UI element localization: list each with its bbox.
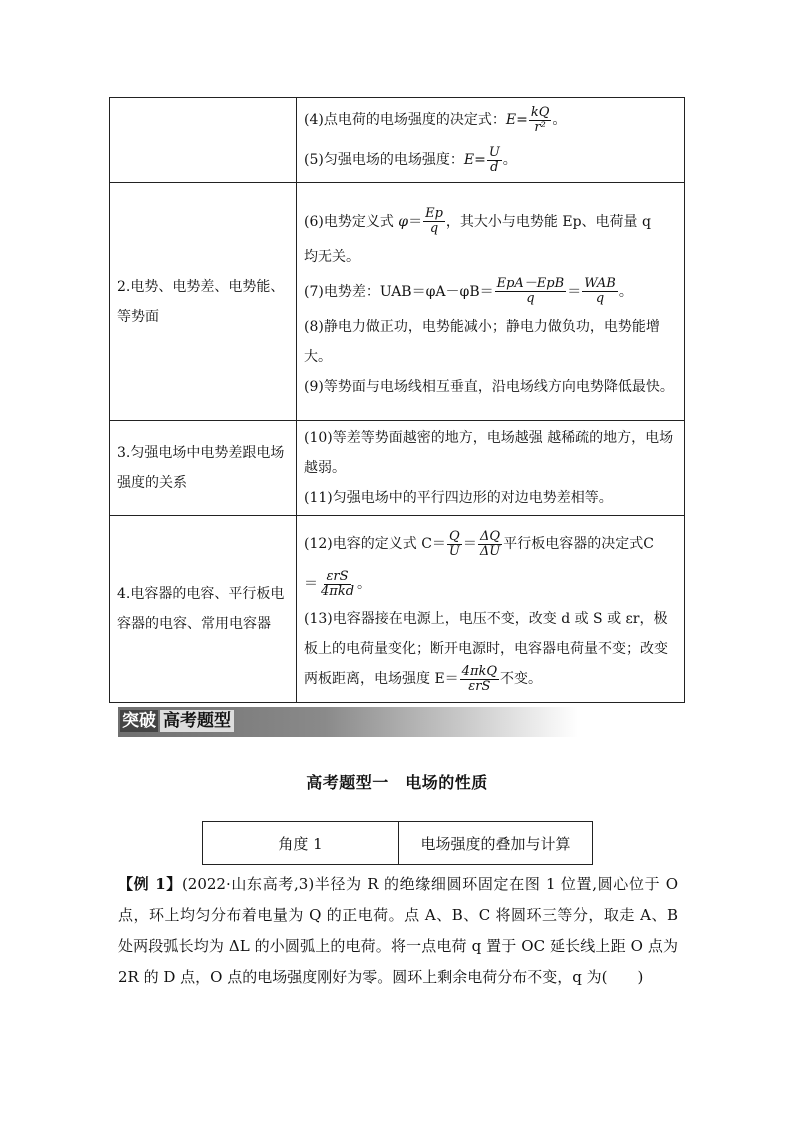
line-end: 平行板电容器的决定式C — [503, 536, 654, 552]
denominator: d — [490, 159, 499, 175]
row3-topic: 3.匀强电场中电势差跟电场强度的关系 — [110, 421, 297, 516]
line-end: 。 — [502, 152, 517, 168]
line-end: 不变。 — [500, 671, 543, 687]
denominator: q — [595, 291, 605, 306]
angle-label: 角度 1 — [203, 822, 399, 864]
line-end: 。 — [357, 576, 372, 592]
equals: ＝ — [304, 576, 318, 592]
example-text: (2022·山东高考,3)半径为 R 的绝缘细圆环固定在图 1 位置,圆心位于 O 点，环上均匀分布着电量为 Q 的正电荷。点 A、B、C 将圆环三等分，取走 A、B 处两段弧长均为 ΔL 的小圆弧上的电荷。将一点电荷 q 置于 OC 延长线上距 O 点为 2R 的 D 点，O 点的电场强度刚好为零。圆环上剩余电荷分布不变，q 为( ) — [118, 875, 678, 986]
row2-topic: 2.电势、电势差、电势能、等势面 — [110, 183, 297, 421]
equals: ＝ — [462, 536, 477, 552]
line-end: ，其大小与电势能 Ep、电荷量 q — [445, 213, 651, 230]
line-text: (13)电容器接在电源上，电压不变，改变 d 或 S 或 εr，极板上的电荷量变化；断开电源时，电容器电荷量不变；改变两板距离，电场强度 E＝ — [304, 611, 668, 687]
angle-box — [202, 821, 593, 865]
section-banner — [118, 707, 578, 737]
example-tag: 【例 1】 — [118, 875, 182, 893]
line-text: (6)电势定义式 — [304, 213, 399, 230]
line-text: (12)电容的定义式 C＝ — [304, 536, 446, 552]
equals: = — [474, 152, 486, 168]
denominator: εrS — [468, 678, 491, 694]
line-text: (5)匀强电场的电场强度： — [304, 152, 464, 168]
fraction — [447, 530, 462, 559]
fraction — [319, 570, 356, 599]
fraction — [495, 277, 567, 306]
line-10: (10)等差等势面越密的地方，电场越强 越稀疏的地方，电场越弱。 — [304, 430, 674, 476]
line-9: (9)等势面与电场线相互垂直，沿电场线方向电势降低最快。 — [304, 378, 674, 395]
var-phi: φ — [398, 213, 409, 230]
formula-line-5 — [304, 140, 680, 180]
formula-line-12b — [304, 564, 680, 604]
denominator: q — [429, 221, 439, 236]
banner-label-question-types: 高考题型 — [160, 710, 234, 732]
denominator: r² — [534, 119, 546, 135]
row1-content — [297, 98, 685, 183]
denominator: ΔU — [479, 543, 501, 559]
section-title: 高考题型一 电场的性质 — [306, 773, 488, 792]
example-question — [118, 869, 678, 993]
fraction — [460, 665, 499, 694]
table-row — [110, 516, 685, 703]
formula-line-6 — [304, 202, 680, 242]
numerator: U — [488, 144, 500, 160]
row3-content — [297, 421, 685, 516]
table-row — [110, 421, 685, 516]
fraction — [478, 530, 502, 559]
angle-topic: 电场强度的叠加与计算 — [420, 834, 571, 853]
line-text: (4)点电荷的电场强度的决定式： — [304, 112, 506, 128]
numerator: kQ — [530, 104, 550, 120]
denominator: U — [448, 543, 460, 559]
numerator: EpA－EpB — [496, 276, 565, 291]
row2-content — [297, 183, 685, 421]
formula-line-12 — [304, 524, 680, 564]
numerator: εrS — [326, 568, 349, 584]
numerator: ΔQ — [480, 528, 501, 544]
var-e: E — [505, 112, 517, 128]
table-row — [110, 183, 685, 421]
line-8: (8)静电力做正功，电势能减小；静电力做负功，电势能增大。 — [304, 318, 660, 365]
line-11: (11)匀强电场中的平行四边形的对边电势差相等。 — [304, 490, 613, 506]
numerator: Ep — [425, 206, 443, 221]
formula-line-4 — [304, 100, 680, 140]
fraction — [487, 146, 502, 175]
equals: = — [516, 112, 528, 128]
numerator: WAB — [584, 276, 616, 291]
line-end: 。 — [552, 112, 567, 128]
numerator: 4πkQ — [461, 663, 498, 679]
fraction — [529, 106, 552, 135]
equals: ＝ — [408, 213, 423, 230]
line-continuation: 均无关。 — [304, 248, 360, 265]
row4-topic: 4.电容器的电容、平行板电容器的电容、常用电容器 — [110, 516, 297, 703]
equals: ＝ — [567, 283, 582, 300]
row1-topic — [110, 98, 297, 183]
line-text: (7)电势差：UAB＝φA－φB＝ — [304, 283, 494, 300]
fraction — [423, 207, 445, 236]
line-end: 。 — [618, 283, 633, 300]
var-e: E — [463, 152, 475, 168]
row4-content — [297, 516, 685, 703]
knowledge-table — [109, 97, 685, 703]
table-row — [110, 98, 685, 183]
line-13 — [304, 604, 680, 694]
formula-line-7 — [304, 272, 680, 312]
numerator: Q — [449, 528, 460, 544]
fraction — [582, 277, 618, 306]
banner-label-breakthrough: 突破 — [122, 711, 156, 731]
denominator: 4πkd — [321, 583, 355, 599]
denominator: q — [526, 291, 535, 306]
